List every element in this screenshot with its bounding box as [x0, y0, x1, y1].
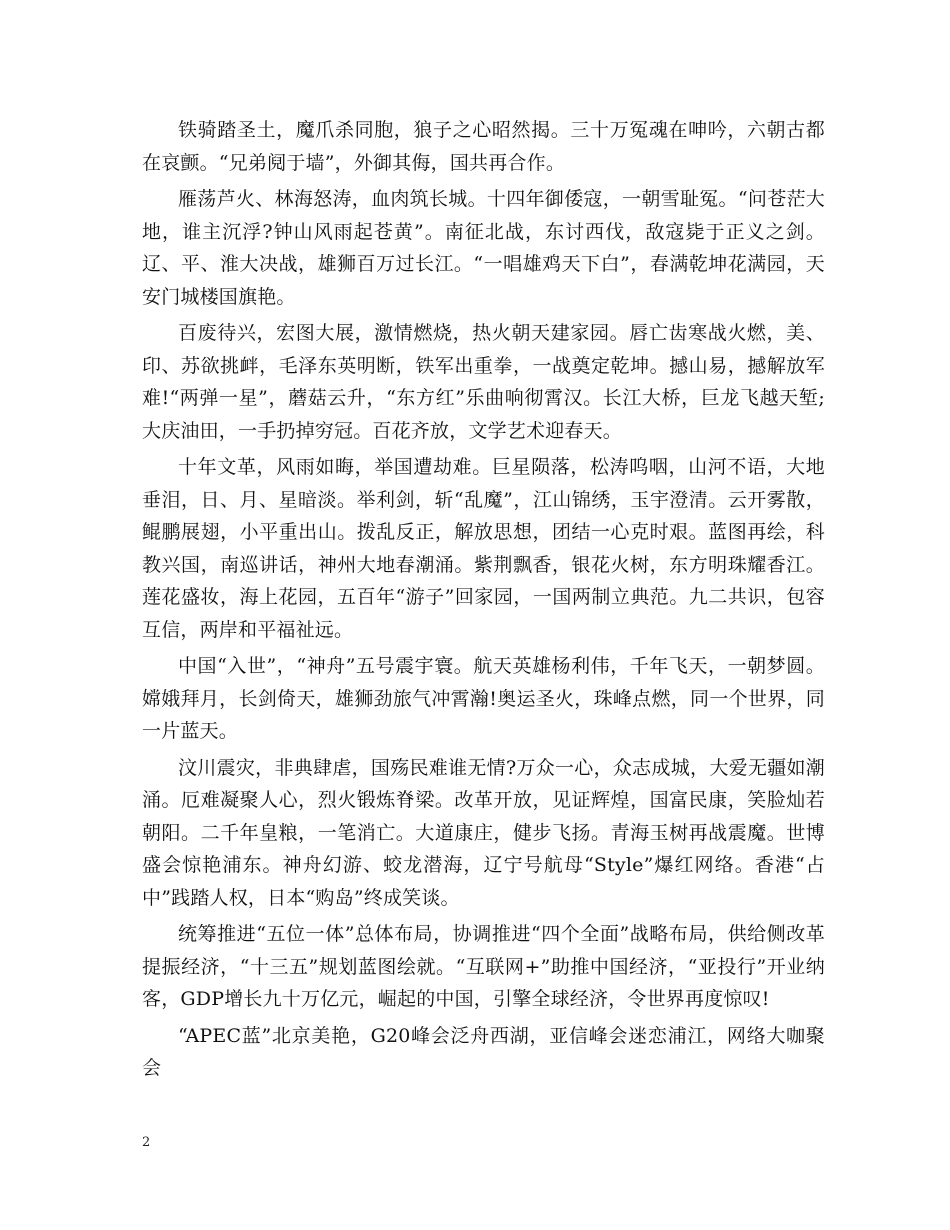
paragraph-8: “APEC蓝”北京美艳，G20峰会泛舟西湖，亚信峰会迷恋浦江，网络大咖聚会 [142, 1024, 825, 1079]
paragraph-1: 铁骑踏圣土，魔爪杀同胞，狼子之心昭然揭。三十万冤魂在呻吟，六朝古都在哀颤。“兄弟阋于墙”，外御其侮，国共再合作。 [142, 119, 825, 174]
paragraph-4: 十年文革，风雨如晦，举国遭劫难。巨星陨落，松涛呜咽，山河不语，大地垂泪，日、月、星暗淡。举利剑，斩“乱魔”，江山锦绣，玉宇澄清。云开雾散，鲲鹏展翅，小平重出山。拨乱反正，解放思想，团结一心克时艰。蓝图再绘，科教兴国，南巡讲话，神州大地春潮涌。紫荆飘香，银花火树，东方明珠耀香江。莲花盛妆，海上花园，五百年“游子”回家园，一国两制立典范。九二共识，包容互信，两岸和平福祉远。 [142, 456, 825, 641]
paragraph-5: 中国“入世”，“神舟”五号震宇寰。航天英雄杨利伟，千年飞天，一朝梦圆。嫦娥拜月，长剑倚天，雄狮劲旅气冲霄瀚!奥运圣火，珠峰点燃，同一个世界，同一片蓝天。 [142, 655, 825, 742]
page-number: 2 [142, 1135, 151, 1150]
paragraph-7: 统筹推进“五位一体”总体布局，协调推进“四个全面”战略布局，供给侧改革提振经济，“十三五”规划蓝图绘就。“互联网+”助推中国经济，“亚投行”开业纳客，GDP增长九十万亿元，崛起的中国，引擎全球经济，令世界再度惊叹! [142, 923, 825, 1010]
paragraph-3: 百废待兴，宏图大展，激情燃烧，热火朝天建家园。唇亡齿寒战火燃，美、印、苏欲挑衅，毛泽东英明断，铁军出重拳，一战奠定乾坤。撼山易，撼解放军难!“两弹一星”，蘑菇云升，“东方红”乐曲响彻霄汉。长江大桥，巨龙飞越天堑;大庆油田，一手扔掉穷冠。百花齐放，文学艺术迎春天。 [142, 322, 825, 442]
document-body [142, 114, 825, 1089]
paragraph-6: 汶川震灾，非典肆虐，国殇民难谁无情?万众一心，众志成城，大爱无疆如潮涌。厄难凝聚人心，烈火锻炼脊梁。改革开放，见证辉煌，国富民康，笑脸灿若朝阳。二千年皇粮，一笔消亡。大道康庄，健步飞扬。青海玉树再战震魔。世博盛会惊艳浦东。神舟幻游、蛟龙潜海，辽宁号航母“Style”爆红网络。香港“占中”践踏人权，日本“购岛”终成笑谈。 [142, 756, 825, 909]
paragraph-2: 雁荡芦火、林海怒涛，血肉筑长城。十四年御倭寇，一朝雪耻冤。“问苍茫大地，谁主沉浮?钟山风雨起苍黄”。南征北战，东讨西伐，敌寇毙于正义之剑。辽、平、淮大决战，雄狮百万过长江。“一唱雄鸡天下白”，春满乾坤花满园，天安门城楼国旗艳。 [142, 188, 825, 308]
